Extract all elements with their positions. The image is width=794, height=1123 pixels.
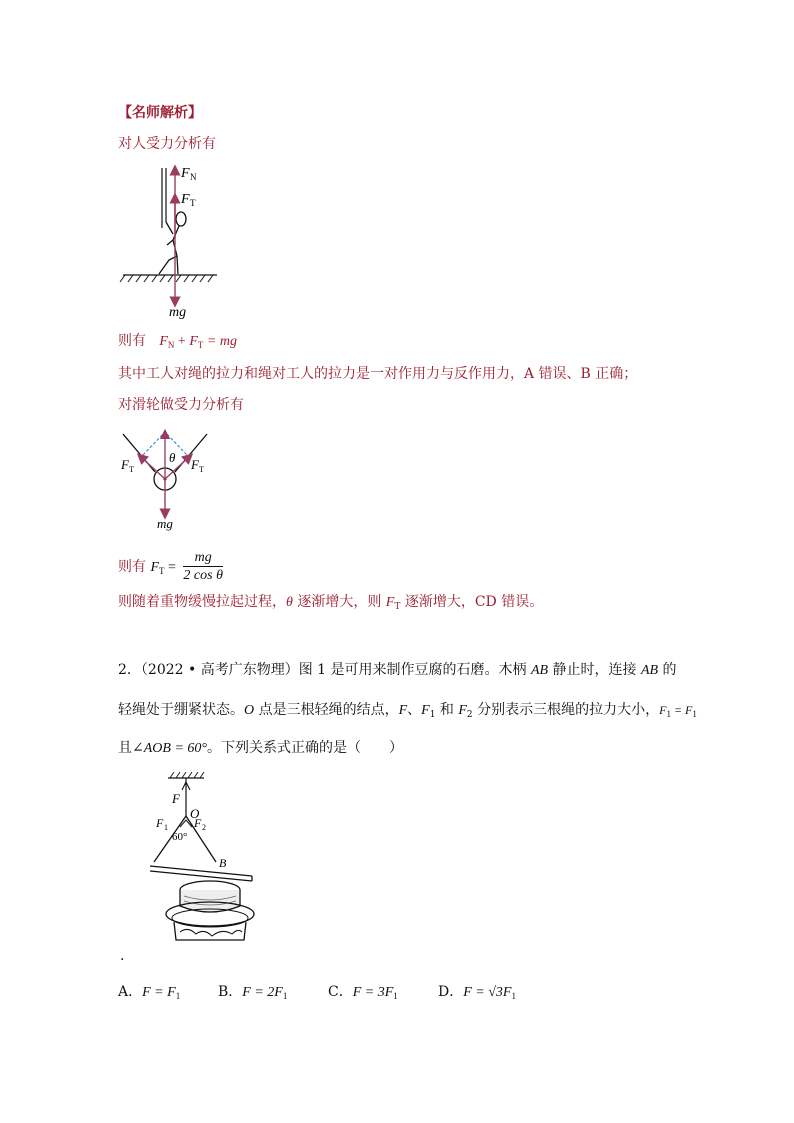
ft-label: F [181,192,190,207]
svg-text:T: T [190,198,196,208]
theta-label: θ [169,450,176,465]
fn-label: F [181,166,190,181]
option-c[interactable]: C．$F = 3F_1$ [328,984,398,1001]
pulley-force-diagram [115,422,215,534]
question-line-2: 轻绳处于绷紧状态。O 点是三根轻绳的结点，F、$F_1$ 和 $F_2$ 分别表示三根绳的拉力大小，$F_1 = F_1$ [118,702,697,720]
analysis-line-pulley: 对滑轮做受力分析有 [118,397,244,413]
mg-label: mg [157,516,173,531]
f1-label: F [156,816,164,830]
svg-text:T: T [129,465,134,474]
equation-2: 则有 $F_T$ = $\frac{mg}{\text{2 cos θ}}$ [118,549,223,583]
mg-label: mg [169,305,187,320]
stray-dot: . [120,948,125,964]
options-row [118,981,548,1001]
b-label: B [219,856,227,870]
analysis-heading: 【名师解析】 [118,105,202,121]
svg-text:1: 1 [164,823,168,832]
option-a[interactable]: A．$F = F_1$ [118,984,181,1001]
analysis-line-reaction: 其中工人对绳的拉力和绳对工人的拉力是一对作用力与反作用力，A 错误、B 正确； [118,366,638,382]
millstone-diagram [140,772,270,952]
ft-right-label: F [191,457,199,472]
question-line-1: 2．（2022 • 高考广东物理）图 1 是可用来制作豆腐的石磨。木柄 AB 静止时，连接 AB 的 [118,662,677,678]
person-head [176,212,186,226]
f-label: F [172,791,180,806]
fraction: $\frac{mg}{\text{2 cos θ}}$ [183,549,223,583]
handle-ab [150,866,252,876]
o-label: O [190,806,200,821]
question-line-3: 且∠AOB = 60°。下列关系式正确的是（ ） [118,740,403,756]
option-d[interactable]: D．$F = √3F_1$ [438,984,516,1001]
svg-text:T: T [199,465,204,474]
f2-label: F [194,816,202,830]
person-force-diagram [115,160,235,320]
person-body [159,226,179,274]
svg-text:2: 2 [202,823,206,832]
equation-1: 则有 $F_N + F_T$ = mg [118,333,237,350]
analysis-line-person: 对人受力分析有 [118,136,216,152]
angle-label: 60° [172,831,188,843]
option-b[interactable]: B．$F = 2F_1$ [218,984,288,1001]
analysis-conclusion: 则随着重物缓慢拉起过程，θ 逐渐增大，则 $F_T$ 逐渐增大，CD 错误。 [118,594,544,612]
ft-left-label: F [121,457,129,472]
svg-text:N: N [190,172,197,182]
